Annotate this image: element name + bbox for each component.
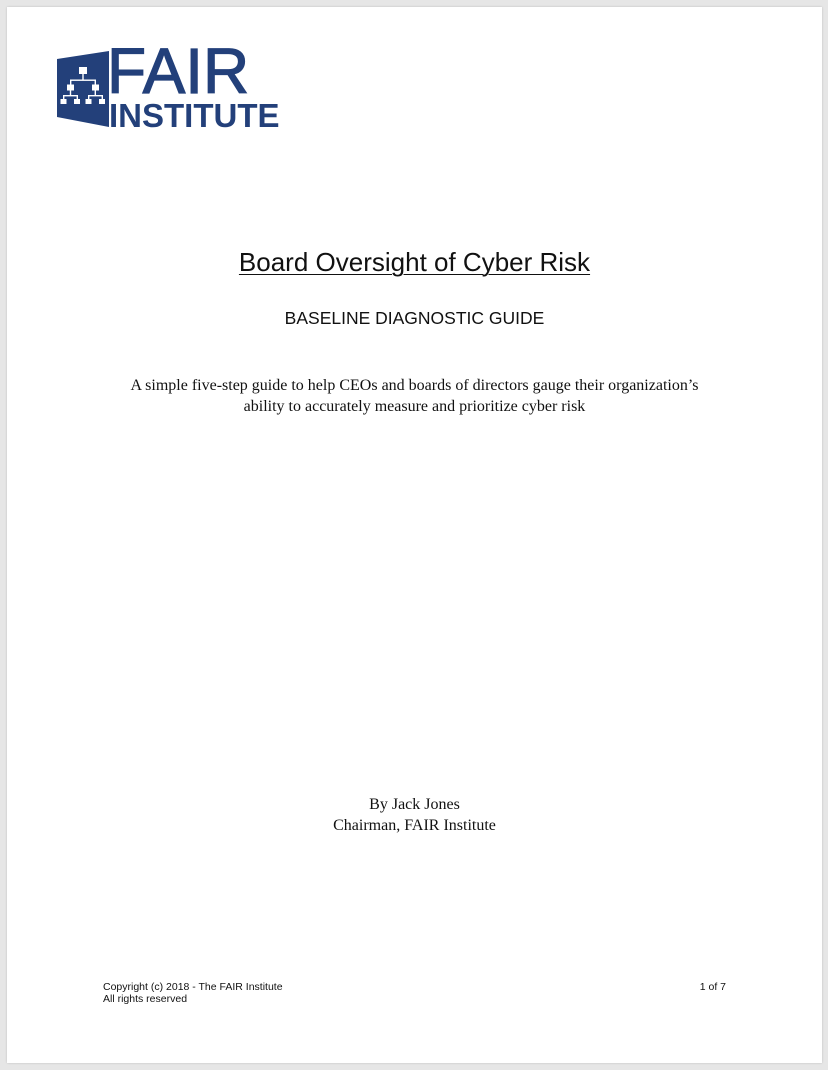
summary-line: A simple five-step guide to help CEOs and boards of directors gauge their organization’s [130,377,699,394]
document-subtitle: BASELINE DIAGNOSTIC GUIDE [284,308,545,328]
copyright-text: Copyright (c) 2018 - The FAIR Institute [103,981,283,993]
rights-text: All rights reserved [103,993,188,1005]
author-name: By Jack Jones [369,796,460,813]
footer-copyright [103,981,283,1005]
author-block [7,794,822,836]
org-chart-icon [57,45,109,127]
logo-wordmark-institute: INSTITUTE [109,97,280,134]
summary-line: ability to accurately measure and prioritize cyber risk [243,398,586,415]
logo-wordmark-fair: FAIR [107,35,250,107]
document-summary [97,375,732,417]
document-title: Board Oversight of Cyber Risk [238,247,591,277]
fair-institute-logo [57,35,287,135]
author-title: Chairman, FAIR Institute [333,817,496,834]
page-number: 1 of 7 [699,981,726,993]
document-page [7,7,822,1063]
